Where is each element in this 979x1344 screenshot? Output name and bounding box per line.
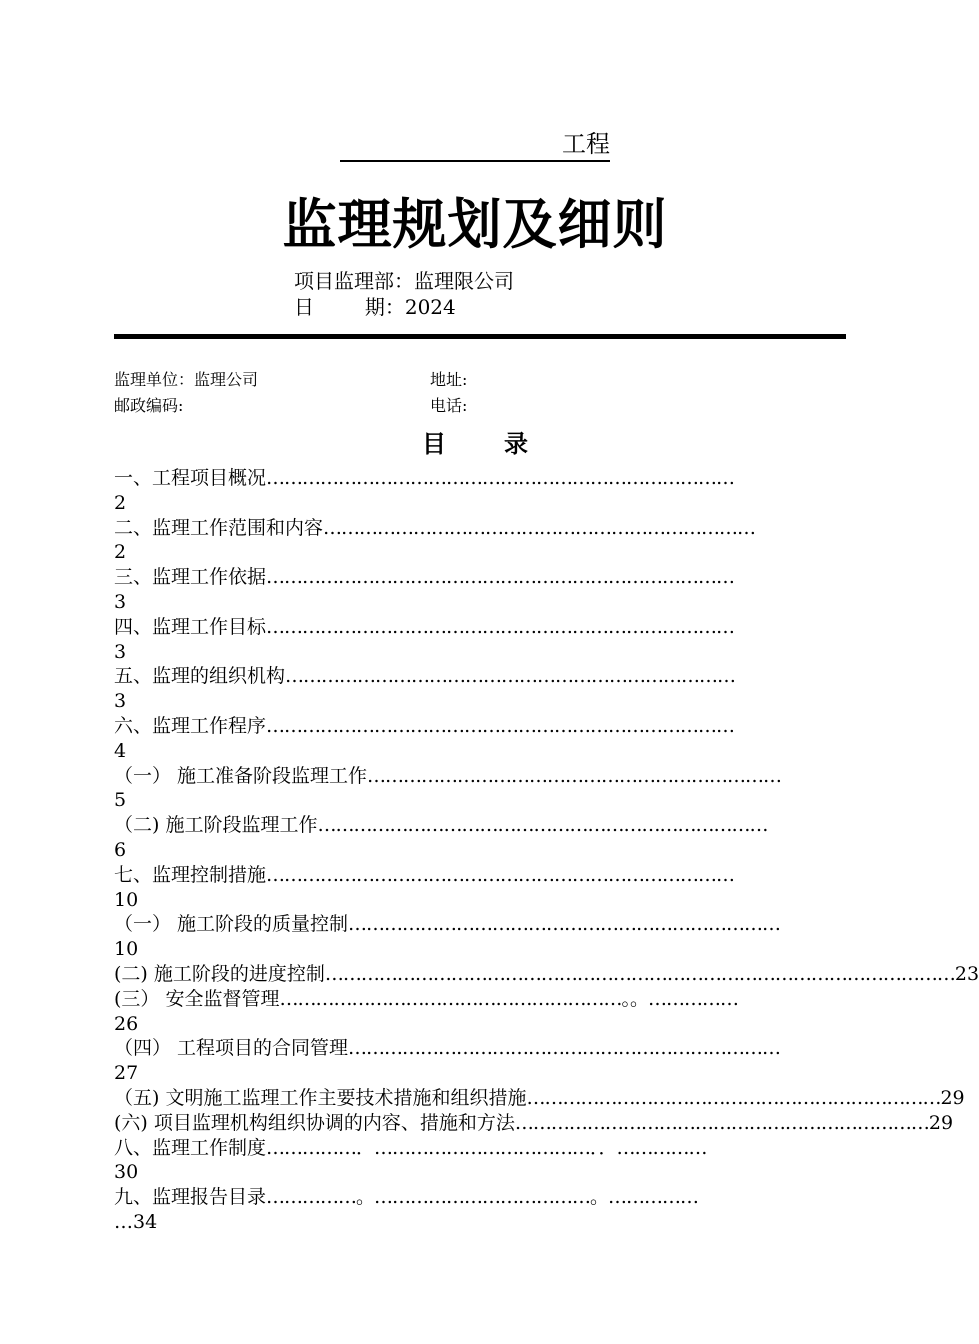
toc-leader-dots: …………………………………………………………………… xyxy=(266,566,735,589)
toc-page-number: 29 xyxy=(928,1111,954,1134)
toc-entry-label: 八、监理工作制度 xyxy=(114,1136,267,1159)
toc-entry-label: （四） 工程项目的合同管理 xyxy=(114,1037,349,1060)
toc-entry[interactable] xyxy=(114,1036,838,1061)
toc-entry[interactable] xyxy=(114,912,838,937)
toc-leader-dots: ……………．………………………………．．…………… xyxy=(266,1136,707,1159)
toc-page-number: 2 xyxy=(114,491,127,514)
toc-page-number-line xyxy=(114,540,838,565)
toc-page-number-line xyxy=(114,1012,838,1037)
document-title: 监理规划及细则 xyxy=(282,193,668,256)
toc-page-number: 3 xyxy=(114,690,127,713)
toc-leader-dots: …………………………………………………………………… xyxy=(266,615,735,638)
table-of-contents xyxy=(114,466,979,1235)
toc-entry-label: 七、监理控制措施 xyxy=(114,863,267,886)
toc-page-number-line xyxy=(114,640,838,665)
toc-page-number: 2 xyxy=(114,541,127,564)
toc-entry-label: (六) 项目监理机构组织协调的内容、措施和方法 xyxy=(114,1111,515,1134)
unit-value: 监理公司 xyxy=(194,370,259,389)
toc-entry[interactable] xyxy=(114,516,838,541)
toc-leader-dots: …………………………………………………………………… xyxy=(266,714,735,737)
project-suffix: 工程 xyxy=(562,130,610,158)
toc-title: 目录 xyxy=(422,430,586,458)
toc-entry-label: 九、监理报告目录 xyxy=(114,1186,267,1209)
toc-entry[interactable] xyxy=(114,1185,838,1210)
toc-page-number: 27 xyxy=(114,1062,139,1085)
toc-page-number: 10 xyxy=(114,888,139,911)
toc-entry[interactable] xyxy=(114,987,838,1012)
toc-page-number-line xyxy=(114,838,838,863)
date-value: 2024 xyxy=(404,295,456,319)
toc-leader-dots: ………………………………………………………………… xyxy=(317,814,768,837)
toc-leader-dots: …………………………………………………………… xyxy=(367,764,782,787)
toc-leader-dots: …………………………………………………………………………………………… xyxy=(324,962,955,985)
toc-leader-dots: …………………………………………………………………… xyxy=(266,467,735,489)
toc-entry[interactable] xyxy=(114,1111,954,1136)
toc-entry[interactable] xyxy=(114,466,838,491)
toc-page-number-line xyxy=(114,689,838,714)
unit-field xyxy=(114,368,258,392)
toc-page-number: 23 xyxy=(954,962,979,985)
address-field xyxy=(430,368,467,392)
toc-leader-dots: ……………………………………………………………… xyxy=(348,1037,781,1060)
toc-page-number: 6 xyxy=(114,838,127,861)
meta-block xyxy=(294,268,514,320)
toc-page-number: 4 xyxy=(114,739,127,762)
toc-leader-dots: …………………………………………………………… xyxy=(526,1086,941,1109)
toc-page-number: 30 xyxy=(114,1161,139,1184)
toc-entry[interactable] xyxy=(114,764,838,789)
toc-entry[interactable] xyxy=(114,863,838,888)
toc-page-number: 29 xyxy=(940,1086,965,1109)
postcode-field xyxy=(114,394,183,418)
toc-page-number: …34 xyxy=(114,1210,158,1233)
toc-page-number-line xyxy=(114,491,838,516)
toc-page-number-line xyxy=(114,1210,838,1235)
toc-entry-label: 一、工程项目概况 xyxy=(114,467,267,489)
toc-entry[interactable] xyxy=(114,962,979,987)
header-divider xyxy=(114,334,846,339)
toc-entry-label: （一） 施工阶段的质量控制 xyxy=(114,913,349,936)
toc-leader-dots: ……………。………………………………。…………… xyxy=(266,1186,699,1209)
phone-field xyxy=(430,394,467,418)
toc-page-number: 5 xyxy=(114,789,127,812)
toc-leader-dots: …………………………………………………………………… xyxy=(266,863,735,886)
toc-entry-label: （一） 施工准备阶段监理工作 xyxy=(114,764,368,787)
toc-entry-label: 二、监理工作范围和内容 xyxy=(114,516,324,539)
toc-leader-dots: ……………………………………………………………… xyxy=(323,516,756,539)
postcode-label: 邮政编码: xyxy=(114,396,184,415)
toc-entry[interactable] xyxy=(114,813,838,838)
unit-label: 监理单位： xyxy=(114,370,195,389)
toc-entry-label: 五、监理的组织机构 xyxy=(114,665,286,688)
toc-entry-label: （二) 施工阶段监理工作 xyxy=(114,814,318,837)
toc-leader-dots: …………………………………………………………… xyxy=(514,1111,929,1134)
toc-entry[interactable] xyxy=(114,1086,965,1111)
toc-entry-label: (三） 安全监督管理 xyxy=(114,987,280,1010)
toc-entry-label: （五) 文明施工监理工作主要技术措施和组织措施 xyxy=(114,1086,527,1109)
address-label: 地址: xyxy=(430,370,468,389)
toc-leader-dots: ………………………………………………………………… xyxy=(285,665,736,688)
toc-entry[interactable] xyxy=(114,615,838,640)
department-label: 项目监理部： xyxy=(294,269,414,293)
toc-entry[interactable] xyxy=(114,1136,838,1161)
toc-entry-label: 三、监理工作依据 xyxy=(114,566,267,589)
department-value: 监理限公司 xyxy=(414,269,514,293)
toc-page-number-line xyxy=(114,1061,838,1086)
toc-entry[interactable] xyxy=(114,565,838,590)
toc-entry-label: 四、监理工作目标 xyxy=(114,615,267,638)
date-label: 日 期： xyxy=(294,295,405,319)
toc-page-number: 26 xyxy=(114,1012,139,1035)
toc-page-number: 3 xyxy=(114,590,127,613)
toc-page-number-line xyxy=(114,788,838,813)
toc-page-number-line xyxy=(114,888,838,913)
toc-entry-label: (二) 施工阶段的进度控制 xyxy=(114,962,325,985)
toc-leader-dots: …………………………………………………。。…………… xyxy=(279,987,738,1010)
toc-page-number-line xyxy=(114,1160,838,1185)
toc-entry[interactable] xyxy=(114,714,838,739)
toc-page-number-line xyxy=(114,739,838,764)
toc-page-number: 3 xyxy=(114,640,127,663)
toc-page-number: 10 xyxy=(114,938,139,961)
phone-label: 电话: xyxy=(430,396,468,415)
toc-leader-dots: ……………………………………………………………… xyxy=(348,913,781,936)
toc-page-number-line xyxy=(114,590,838,615)
department-row xyxy=(294,268,514,294)
toc-page-number-line xyxy=(114,937,838,962)
project-name-line xyxy=(340,128,610,162)
date-row xyxy=(294,294,514,320)
toc-entry-label: 六、监理工作程序 xyxy=(114,714,267,737)
toc-entry[interactable] xyxy=(114,664,838,689)
